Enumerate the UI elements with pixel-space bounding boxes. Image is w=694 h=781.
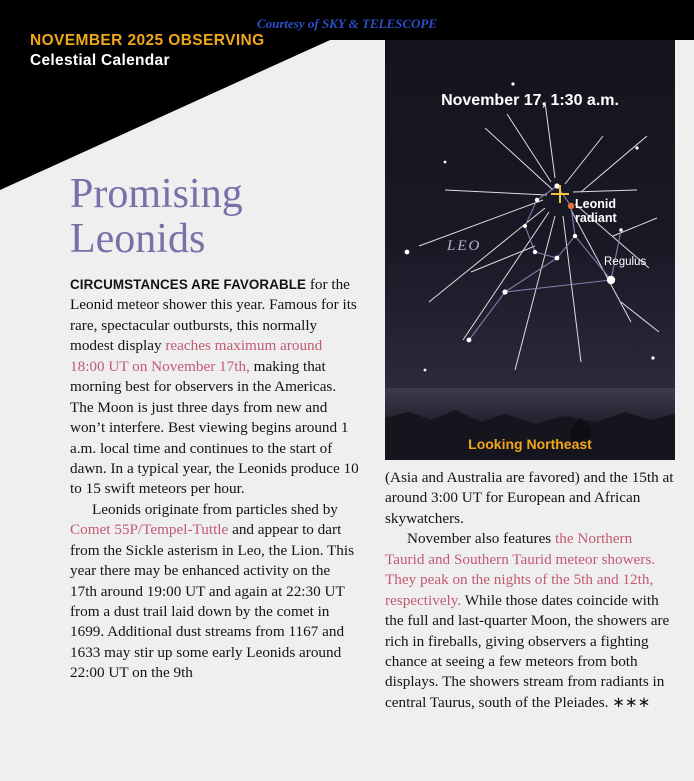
paragraph-1-part-a: for the Leonid meteor shower this year. Famous for its rare, spectacular outbursts, this normally modest display	[70, 276, 357, 355]
article-column-right	[385, 468, 675, 713]
article-column-left	[70, 275, 360, 684]
paragraph-4-highlight: the Northern Taurid and Southern Taurid meteor showers. They peak on the nights of the 5th and 12th, respectively.	[385, 530, 656, 609]
paragraph-2-highlight: Comet 55P/Tempel-Tuttle	[70, 521, 229, 539]
radiant-marker-star	[568, 203, 574, 209]
paragraph-2-part-a: Leonids originate from particles shed by	[92, 500, 338, 518]
paragraph-4	[385, 529, 675, 713]
stars	[405, 82, 655, 371]
radiant-label	[575, 197, 617, 226]
paragraph-3: (Asia and Australia are favored) and the 15th at around 3:00 UT for European and African skywatchers.	[385, 469, 674, 527]
paragraph-1-highlight: reaches maximum around 18:00 UT on November 17th,	[70, 337, 323, 375]
lede-text: CIRCUMSTANCES ARE FAVORABLE	[70, 277, 307, 292]
courtesy-line: Courtesy of SKY & TELESCOPE	[256, 16, 438, 31]
constellation-label-leo: LEO	[447, 238, 482, 254]
paragraph-1	[70, 275, 360, 500]
star-label-regulus: Regulus	[604, 256, 647, 268]
chart-caption: Looking Northeast	[468, 436, 592, 452]
section-subtitle: Celestial Calendar	[30, 52, 170, 69]
paragraph-4-part-a: November also features	[407, 530, 556, 548]
star-chart-figure	[385, 40, 675, 460]
radiant-label-line-2: radiant	[575, 211, 617, 226]
page-title	[70, 172, 370, 261]
headline-line-2: Leonids	[70, 215, 206, 262]
headline-line-1: Promising	[70, 171, 243, 217]
paragraph-2	[70, 500, 360, 684]
paragraph-1-part-b: making that morning best for observers in the Americas. The Moon is just three days from new and won’t interfere. Best viewing begins around 1 a.m. local time and continues to the start of dawn. In a typical year, the Leonids produce 10 to 15 swift meteors per hour.	[70, 357, 359, 498]
paragraph-2-part-b: and appear to dart from the Sickle asterism in Leo, the Lion. This year there may be enhanced activity on the 17th around 19:00 UT and again at 22:30 UT from a dust trail laid down by the comet in 1699. Additional dust streams from 1167 and 1633 may stir up some early Leonids around 22:00 UT on the 9th	[70, 521, 355, 682]
meteor-streaks	[419, 102, 659, 370]
chart-title: November 17, 1:30 a.m.	[441, 92, 619, 109]
issue-kicker: NOVEMBER 2025 OBSERVING	[30, 32, 265, 49]
radiant-label-line-1: Leonid	[575, 197, 616, 211]
radiant-cross-icon	[551, 185, 569, 203]
paragraph-4-part-b: While those dates coincide with the full and last-quarter Moon, the showers are rich in fireballs, giving observers a fighting chance at seeing a few meteors from both displays. The showers stream from radiants in central Taurus, south of the Pleiades. ∗∗∗	[385, 591, 670, 711]
